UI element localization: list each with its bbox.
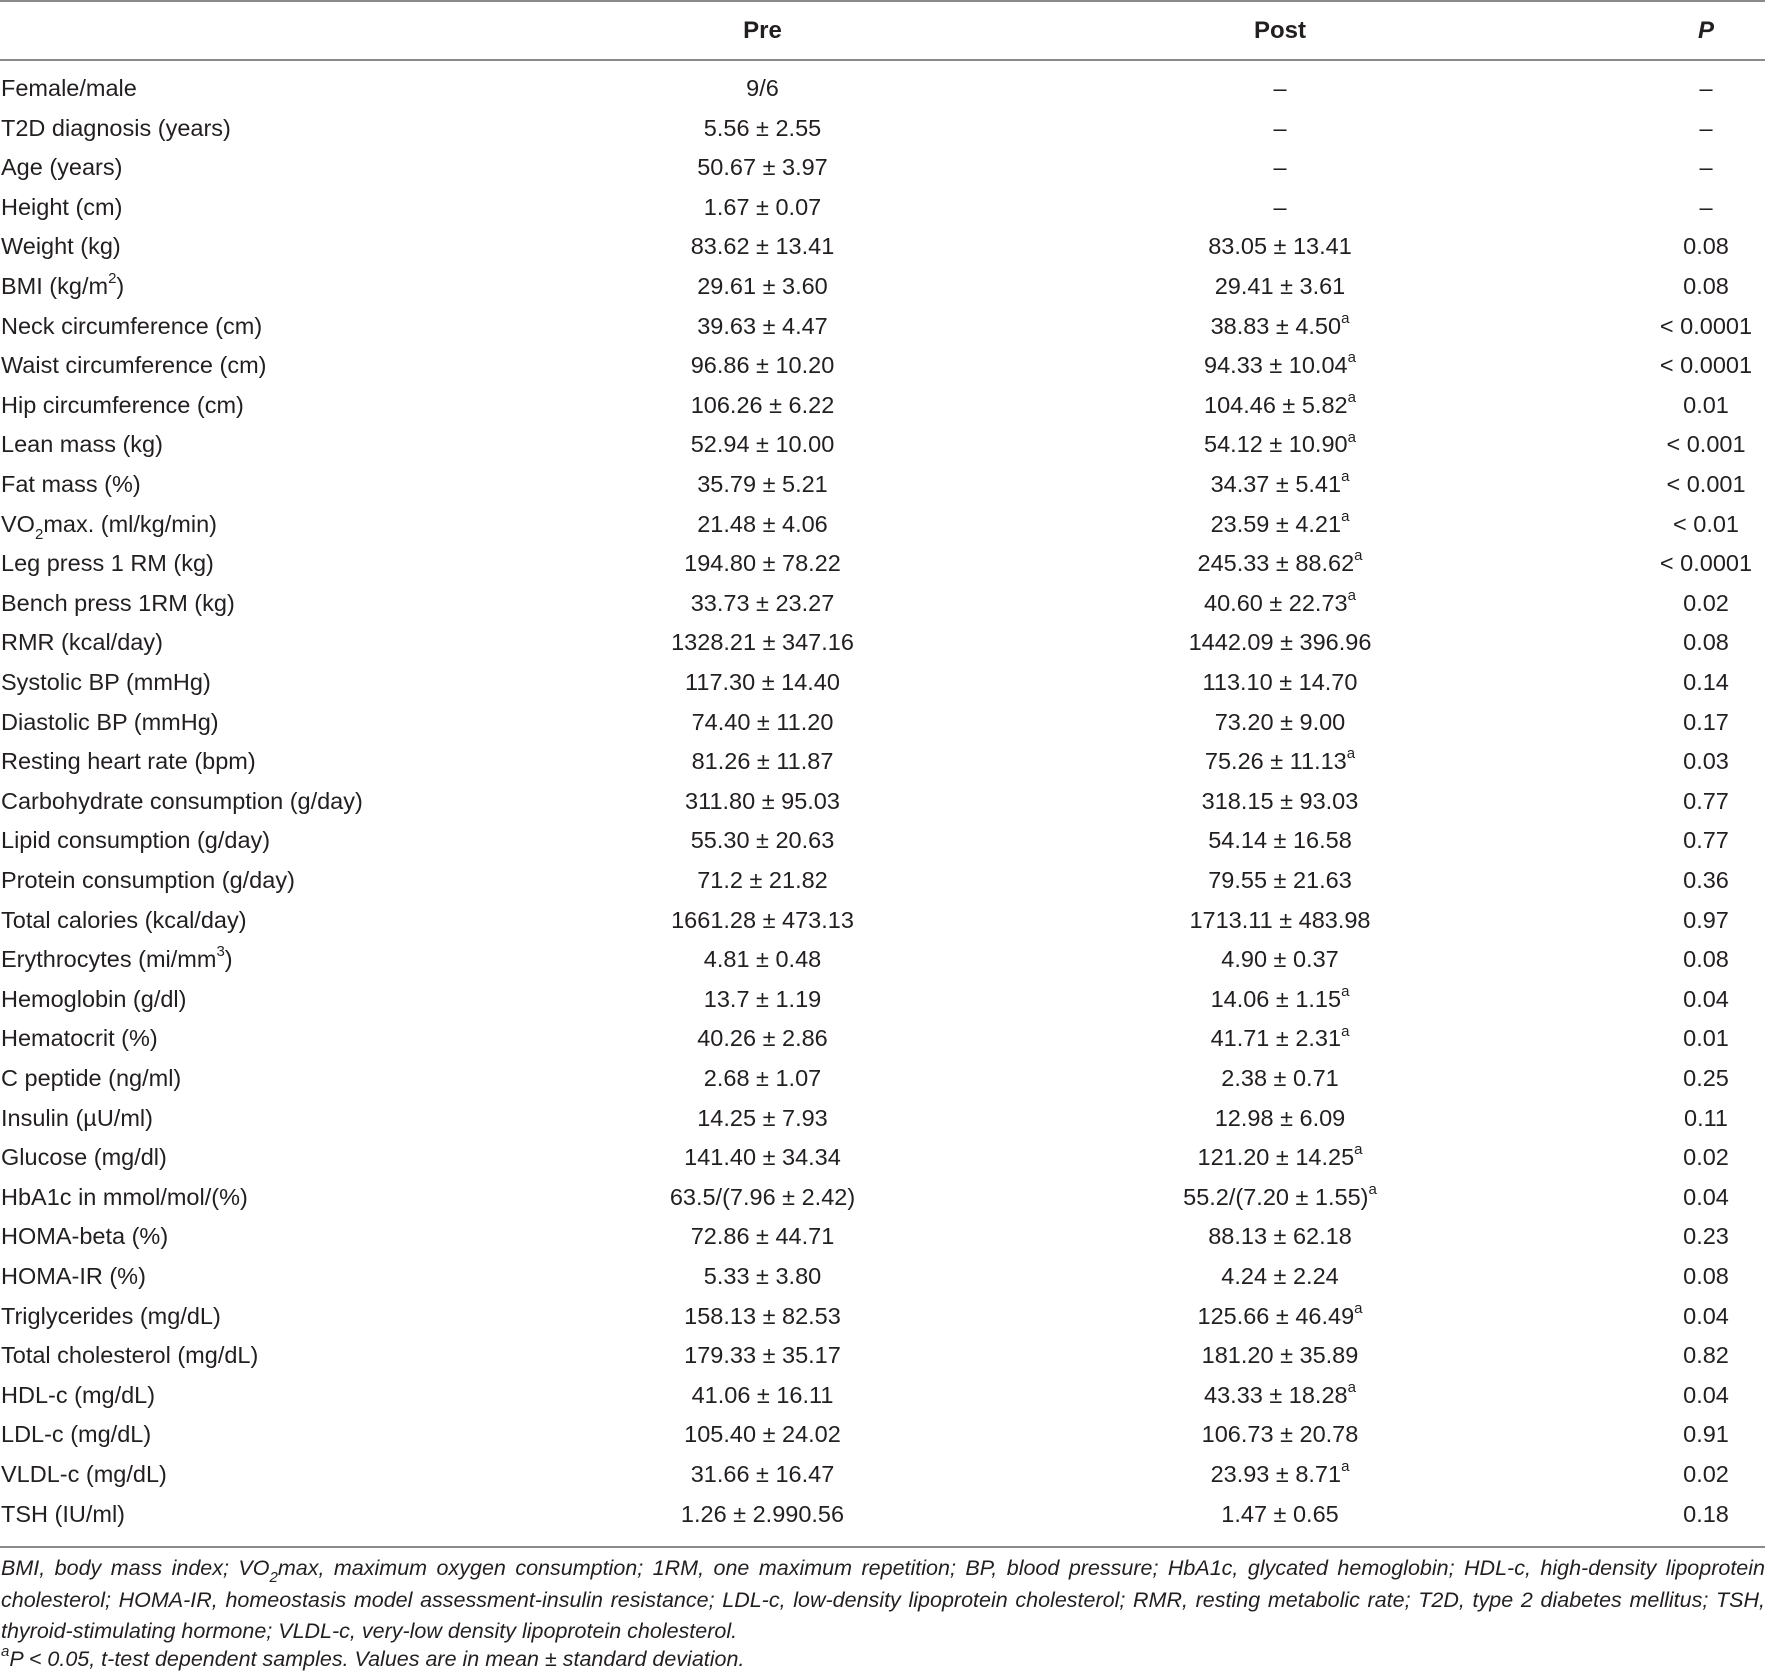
- table-row: [0, 505, 1765, 545]
- p-value: 0.04: [1683, 985, 1729, 1012]
- pre-value: 117.30 ± 14.40: [685, 669, 840, 695]
- row-label: [1, 188, 122, 228]
- post-value: [1085, 544, 1475, 584]
- row-label-text: Leg press 1 RM (kg): [1, 550, 214, 577]
- p-value: < 0.0001: [1659, 312, 1753, 339]
- post-value: [1085, 227, 1475, 267]
- p-value: 0.02: [1683, 589, 1729, 616]
- post-value: [1085, 1138, 1475, 1178]
- pre-value: 1328.21 ± 347.16: [671, 629, 854, 656]
- post-significance-marker: a: [1347, 349, 1356, 367]
- p-value: < 0.01: [1673, 510, 1739, 537]
- row-label: [1, 386, 244, 426]
- row-label-text: Systolic BP (mmHg): [1, 669, 211, 695]
- p-value: 0.01: [1683, 1025, 1729, 1052]
- post-value-text: 318.15 ± 93.03: [1201, 787, 1359, 814]
- row-label: [1, 307, 262, 347]
- table-row: [0, 623, 1765, 663]
- post-value: [1085, 821, 1475, 861]
- row-label: [1, 623, 163, 663]
- row-label-text: Height (cm): [1, 193, 123, 220]
- post-value: [1085, 69, 1475, 109]
- row-label-text: Neck circumference (cm): [1, 312, 263, 339]
- row-label-text: Lean mass (kg): [1, 431, 163, 458]
- row-label-subscript: 2: [34, 526, 44, 544]
- post-value: [1085, 1495, 1475, 1535]
- table-row: [0, 703, 1765, 743]
- post-value: [1085, 1257, 1475, 1297]
- post-value: [1085, 109, 1475, 149]
- row-label: [1, 1178, 248, 1218]
- p-value: 0.04: [1683, 1302, 1729, 1329]
- p-value: 0.02: [1683, 1144, 1729, 1171]
- header-pre: Pre: [743, 17, 782, 44]
- table-row: [0, 1336, 1765, 1376]
- post-value-text: 181.20 ± 35.89: [1201, 1342, 1359, 1369]
- pre-value: 14.25 ± 7.93: [697, 1104, 828, 1131]
- row-label-text: C peptide (ng/ml): [1, 1065, 182, 1091]
- row-label: [1, 544, 214, 584]
- post-value-text: 23.59 ± 4.21: [1210, 510, 1342, 537]
- footnote-abbrev-sub: 2: [269, 1569, 278, 1587]
- post-value-text: 55.2/(7.20 ± 1.55): [1183, 1183, 1369, 1210]
- pre-value: 33.73 ± 23.27: [690, 589, 835, 616]
- row-label-text: BMI (kg/m: [1, 273, 109, 299]
- row-label: [1, 148, 122, 188]
- row-label: [1, 69, 137, 109]
- post-value: [1085, 663, 1475, 703]
- row-label-superscript: 3: [216, 943, 225, 961]
- pre-value: 194.80 ± 78.22: [684, 550, 841, 577]
- post-significance-marker: a: [1346, 745, 1356, 763]
- post-significance-marker: a: [1354, 547, 1363, 565]
- row-label-superscript: 2: [108, 270, 117, 288]
- pre-value: 29.61 ± 3.60: [697, 273, 828, 299]
- row-label-text: Hemoglobin (g/dl): [1, 985, 187, 1012]
- p-value: 0.36: [1683, 867, 1729, 893]
- row-label: [1, 346, 267, 386]
- row-label: [1, 1495, 125, 1535]
- post-value-text: 75.26 ± 11.13: [1204, 748, 1347, 775]
- post-value-text: 29.41 ± 3.61: [1214, 273, 1346, 299]
- table-row: [0, 346, 1765, 386]
- post-value-text: 12.98 ± 6.09: [1214, 1104, 1346, 1131]
- post-value: [1085, 267, 1475, 307]
- p-value: 0.04: [1683, 1183, 1729, 1210]
- p-value: 0.18: [1683, 1500, 1729, 1527]
- post-significance-marker: a: [1341, 468, 1350, 486]
- p-value: < 0.0001: [1659, 352, 1753, 379]
- p-value: 0.77: [1683, 787, 1729, 814]
- row-label-text: HDL-c (mg/dL): [1, 1381, 156, 1408]
- table-row: [0, 1099, 1765, 1139]
- pre-value: 1661.28 ± 473.13: [671, 906, 854, 933]
- p-value: < 0.0001: [1659, 550, 1753, 577]
- row-label-text: Lipid consumption (g/day): [1, 827, 271, 854]
- row-label: [1, 1019, 158, 1059]
- table-row: [0, 1257, 1765, 1297]
- pre-value: 40.26 ± 2.86: [697, 1025, 828, 1052]
- table-row: [0, 980, 1765, 1020]
- p-value: –: [1699, 114, 1713, 141]
- post-value-text: 38.83 ± 4.50: [1210, 312, 1342, 339]
- post-significance-marker: a: [1341, 507, 1350, 525]
- row-label-text: Bench press 1RM (kg): [1, 589, 235, 616]
- p-value: 0.97: [1683, 906, 1729, 933]
- footnote-sig-text: P < 0.05, t-test dependent samples. Values are in mean ± standard deviation.: [9, 1647, 745, 1671]
- pre-value: 81.26 ± 11.87: [691, 748, 834, 775]
- table-row: [0, 742, 1765, 782]
- p-value: 0.17: [1683, 708, 1729, 735]
- row-label-text: HOMA-beta (%): [1, 1223, 169, 1250]
- post-significance-marker: a: [1347, 586, 1356, 604]
- p-value: 0.04: [1683, 1381, 1729, 1408]
- table-row: [0, 148, 1765, 188]
- post-value: [1085, 782, 1475, 822]
- post-value: [1085, 1297, 1475, 1337]
- row-label-text: Glucose (mg/dl): [1, 1144, 167, 1171]
- post-value-text: 2.38 ± 0.71: [1221, 1065, 1339, 1091]
- post-value-text: 125.66 ± 46.49: [1197, 1302, 1355, 1329]
- table-row: [0, 386, 1765, 426]
- post-value: [1085, 742, 1475, 782]
- row-label-text: Hip circumference (cm): [1, 391, 244, 418]
- row-label-text: Total calories (kcal/day): [1, 906, 247, 933]
- row-label: [1, 1336, 258, 1376]
- table-row: [0, 1019, 1765, 1059]
- row-label-text: Diastolic BP (mmHg): [1, 708, 219, 735]
- post-significance-marker: a: [1341, 1022, 1350, 1040]
- post-value: [1085, 623, 1475, 663]
- post-value-text: 4.90 ± 0.37: [1221, 946, 1339, 973]
- top-rule: [0, 0, 1765, 2]
- pre-value: 71.2 ± 21.82: [697, 867, 828, 893]
- row-label-suffix: max. (ml/kg/min): [43, 510, 217, 537]
- pre-value: 96.86 ± 10.20: [690, 352, 835, 379]
- post-significance-marker: a: [1347, 1378, 1356, 1396]
- post-value-text: 34.37 ± 5.41: [1210, 471, 1342, 497]
- footnote-abbrev-after: max, maximum oxygen consumption; 1RM, one maximum repetition; BP, blood pressure; HbA1c, glycated hemoglobin; HDL-c, high-density lipoprotein cholesterol; HOMA-IR, homeostasis model assessment-insulin resistance; LDL-c, low-density lipoprotein cholesterol; RMR, resting metabolic rate; T2D, type 2 diabetes mellitus; TSH, thyroid-stimulating hormone; VLDL-c, very-low density lipoprotein cholesterol.: [1, 1556, 1765, 1643]
- pre-value: 141.40 ± 34.34: [684, 1144, 841, 1171]
- post-value-text: 41.71 ± 2.31: [1210, 1025, 1342, 1052]
- post-value-text: 23.93 ± 8.71: [1210, 1461, 1342, 1487]
- post-value-text: 1713.11 ± 483.98: [1189, 906, 1371, 933]
- row-label-text: Fat mass (%): [1, 471, 141, 497]
- p-value: 0.08: [1683, 233, 1729, 260]
- row-label-text: Total cholesterol (mg/dL): [1, 1342, 259, 1369]
- bottom-rule: [0, 1546, 1765, 1548]
- table-row: [0, 1138, 1765, 1178]
- pre-value: 35.79 ± 5.21: [697, 471, 828, 497]
- pre-value: 311.80 ± 95.03: [685, 787, 840, 814]
- pre-value: 55.30 ± 20.63: [690, 827, 835, 854]
- row-label: [1, 1415, 151, 1455]
- row-label-text: Female/male: [1, 75, 137, 101]
- row-label: [1, 425, 163, 465]
- table-footnote-abbreviations: [1, 1553, 1765, 1648]
- row-label: [1, 1059, 181, 1099]
- row-label: [1, 505, 217, 545]
- p-value: 0.02: [1683, 1461, 1729, 1487]
- post-value-text: 79.55 ± 21.63: [1208, 867, 1352, 893]
- table-row: [0, 544, 1765, 584]
- p-value: –: [1699, 154, 1713, 181]
- row-label-text: Protein consumption (g/day): [1, 867, 295, 893]
- post-value: [1085, 1178, 1475, 1218]
- row-label: [1, 1297, 221, 1337]
- post-value: [1085, 1336, 1475, 1376]
- p-value: 0.08: [1683, 946, 1729, 973]
- table-row: [0, 227, 1765, 267]
- row-label-suffix: ): [116, 273, 125, 299]
- post-value: [1085, 425, 1475, 465]
- post-value: [1085, 703, 1475, 743]
- pre-value: 9/6: [746, 75, 779, 101]
- pre-value: 2.68 ± 1.07: [703, 1065, 822, 1091]
- post-value: [1085, 386, 1475, 426]
- post-value-text: 1442.09 ± 396.96: [1188, 629, 1372, 656]
- post-value: [1085, 307, 1475, 347]
- post-significance-marker: a: [1368, 1180, 1377, 1198]
- pre-value: 21.48 ± 4.06: [697, 510, 828, 537]
- table-row: [0, 1376, 1765, 1416]
- row-label-text: Triglycerides (mg/dL): [1, 1302, 221, 1329]
- footnote-sig-sup: a: [1, 1642, 10, 1660]
- post-value: [1085, 1455, 1475, 1495]
- row-label-text: RMR (kcal/day): [1, 629, 163, 656]
- post-value-text: 113.10 ± 14.70: [1202, 669, 1358, 695]
- post-value-text: 73.20 ± 9.00: [1214, 708, 1346, 735]
- p-value: 0.23: [1683, 1223, 1729, 1250]
- p-value: 0.08: [1683, 1263, 1729, 1289]
- pre-value: 50.67 ± 3.97: [697, 154, 828, 181]
- pre-value: 13.7 ± 1.19: [703, 985, 822, 1012]
- post-value-text: 40.60 ± 22.73: [1204, 589, 1348, 616]
- post-value: [1085, 584, 1475, 624]
- post-significance-marker: a: [1347, 428, 1356, 446]
- row-label-text: Age (years): [1, 154, 123, 181]
- header-p: P: [1697, 17, 1714, 44]
- post-value: [1085, 940, 1475, 980]
- row-label: [1, 703, 219, 743]
- post-value: [1085, 505, 1475, 545]
- table-row: [0, 1415, 1765, 1455]
- post-value: [1085, 861, 1475, 901]
- post-significance-marker: a: [1354, 1299, 1363, 1317]
- pre-value: 39.63 ± 4.47: [697, 312, 828, 339]
- row-label: [1, 465, 141, 505]
- row-label: [1, 742, 256, 782]
- table-row: [0, 1178, 1765, 1218]
- post-value: [1085, 1376, 1475, 1416]
- pre-value: 31.66 ± 16.47: [690, 1461, 835, 1487]
- row-label: [1, 227, 121, 267]
- p-value: 0.03: [1683, 748, 1729, 775]
- row-label-text: HbA1c in mmol/mol/(%): [1, 1183, 248, 1210]
- row-label-text: Waist circumference (cm): [1, 352, 267, 379]
- post-value-text: –: [1273, 114, 1287, 141]
- post-value-text: 94.33 ± 10.04: [1204, 352, 1348, 379]
- post-value-text: 121.20 ± 14.25: [1197, 1144, 1355, 1171]
- p-value: 0.91: [1683, 1421, 1729, 1448]
- post-value: [1085, 1099, 1475, 1139]
- row-label-text: Resting heart rate (bpm): [1, 748, 256, 775]
- post-value-text: 106.73 ± 20.78: [1201, 1421, 1359, 1448]
- row-label-text: HOMA-IR (%): [1, 1263, 146, 1289]
- row-label-text: Carbohydrate consumption (g/day): [1, 787, 363, 814]
- footnote-abbrev-before: BMI, body mass index; VO: [1, 1556, 270, 1580]
- row-label: [1, 821, 270, 861]
- table-row: [0, 584, 1765, 624]
- table-row: [0, 307, 1765, 347]
- row-label-text: Weight (kg): [1, 233, 121, 260]
- row-label-text: T2D diagnosis (years): [1, 114, 231, 141]
- row-label: [1, 940, 233, 980]
- post-significance-marker: a: [1341, 1458, 1350, 1476]
- post-value-text: –: [1273, 154, 1287, 181]
- post-value: [1085, 901, 1475, 941]
- pre-value: 4.81 ± 0.48: [703, 946, 822, 973]
- row-label: [1, 1217, 168, 1257]
- table-row: [0, 901, 1765, 941]
- table-row: [0, 1455, 1765, 1495]
- p-value: 0.01: [1683, 391, 1729, 418]
- post-value-text: 88.13 ± 62.18: [1208, 1223, 1352, 1250]
- post-value-text: –: [1273, 75, 1287, 101]
- row-label: [1, 1257, 146, 1297]
- pre-value: 52.94 ± 10.00: [690, 431, 835, 458]
- pre-value: 83.62 ± 13.41: [690, 233, 835, 260]
- row-label: [1, 782, 363, 822]
- row-label: [1, 584, 235, 624]
- pre-value: 72.86 ± 44.71: [690, 1223, 835, 1250]
- post-value-text: 14.06 ± 1.15: [1210, 985, 1342, 1012]
- row-label-text: Erythrocytes (mi/mm: [1, 946, 217, 973]
- header-post: Post: [1253, 17, 1306, 44]
- row-label-text: Hematocrit (%): [1, 1025, 158, 1052]
- row-label-text: TSH (IU/ml): [1, 1500, 126, 1527]
- pre-value: 41.06 ± 16.11: [691, 1381, 834, 1408]
- p-value: 0.82: [1683, 1342, 1729, 1369]
- pre-value: 1.67 ± 0.07: [703, 193, 822, 220]
- table-row: [0, 425, 1765, 465]
- post-value-text: 245.33 ± 88.62: [1197, 550, 1355, 577]
- row-label: [1, 1099, 153, 1139]
- row-label: [1, 1138, 167, 1178]
- post-value: [1085, 1415, 1475, 1455]
- table-row: [0, 1297, 1765, 1337]
- p-value: 0.77: [1683, 827, 1729, 854]
- table-row: [0, 109, 1765, 149]
- row-label: [1, 901, 247, 941]
- p-value: 0.11: [1684, 1104, 1728, 1131]
- row-label-text: Insulin (µU/ml): [1, 1104, 153, 1131]
- p-value: < 0.001: [1666, 471, 1746, 497]
- post-significance-marker: a: [1347, 388, 1356, 406]
- row-label: [1, 1376, 155, 1416]
- pre-value: 158.13 ± 82.53: [684, 1302, 841, 1329]
- p-value: 0.08: [1683, 629, 1729, 656]
- post-value: [1085, 148, 1475, 188]
- table-row: [0, 1495, 1765, 1535]
- post-value-text: 104.46 ± 5.82: [1204, 391, 1348, 418]
- table-row: [0, 861, 1765, 901]
- post-significance-marker: a: [1341, 982, 1350, 1000]
- post-value-text: 4.24 ± 2.24: [1221, 1263, 1339, 1289]
- post-value-text: 54.14 ± 16.58: [1208, 827, 1352, 854]
- row-label: [1, 663, 211, 703]
- p-value: –: [1699, 193, 1713, 220]
- table-row: [0, 188, 1765, 228]
- post-value: [1085, 465, 1475, 505]
- post-value-text: –: [1273, 193, 1287, 220]
- post-significance-marker: a: [1341, 309, 1350, 327]
- post-value: [1085, 1019, 1475, 1059]
- post-value-text: 83.05 ± 13.41: [1208, 233, 1352, 260]
- row-label: [1, 980, 186, 1020]
- row-label-text: VO: [1, 510, 35, 537]
- table-row: [0, 782, 1765, 822]
- p-value: < 0.001: [1666, 431, 1746, 458]
- post-value: [1085, 188, 1475, 228]
- post-value-text: 43.33 ± 18.28: [1204, 1381, 1348, 1408]
- post-value: [1085, 1059, 1475, 1099]
- table-row: [0, 940, 1765, 980]
- row-label: [1, 861, 295, 901]
- p-value: 0.08: [1683, 273, 1729, 299]
- table-row: [0, 267, 1765, 307]
- pre-value: 5.56 ± 2.55: [703, 114, 822, 141]
- p-value: 0.14: [1683, 669, 1729, 695]
- post-value: [1085, 1217, 1475, 1257]
- pre-value: 179.33 ± 35.17: [684, 1342, 841, 1369]
- row-label-text: LDL-c (mg/dL): [1, 1421, 152, 1448]
- pre-value: 5.33 ± 3.80: [703, 1263, 822, 1289]
- pre-value: 74.40 ± 11.20: [691, 708, 834, 735]
- post-value-text: 1.47 ± 0.65: [1221, 1500, 1339, 1527]
- row-label: [1, 109, 231, 149]
- p-value: –: [1699, 75, 1713, 101]
- post-value: [1085, 346, 1475, 386]
- pre-value: 105.40 ± 24.02: [684, 1421, 841, 1448]
- post-value: [1085, 980, 1475, 1020]
- pre-value: 106.26 ± 6.22: [690, 391, 835, 418]
- table-row: [0, 1059, 1765, 1099]
- pre-value: 63.5/(7.96 ± 2.42): [669, 1183, 856, 1210]
- row-label-text: VLDL-c (mg/dL): [1, 1461, 167, 1487]
- table-row: [0, 821, 1765, 861]
- post-significance-marker: a: [1354, 1141, 1363, 1159]
- table-row: [0, 663, 1765, 703]
- table-row: [0, 465, 1765, 505]
- post-value-text: 54.12 ± 10.90: [1204, 431, 1348, 458]
- table-footnote-significance: [1, 1644, 744, 1676]
- row-label: [1, 1455, 167, 1495]
- pre-value: 1.26 ± 2.990.56: [680, 1500, 845, 1527]
- header-rule: [0, 59, 1765, 61]
- table-row: [0, 69, 1765, 109]
- row-label: [1, 267, 124, 307]
- p-value: 0.25: [1683, 1065, 1729, 1091]
- table-row: [0, 1217, 1765, 1257]
- row-label-suffix: ): [224, 946, 233, 973]
